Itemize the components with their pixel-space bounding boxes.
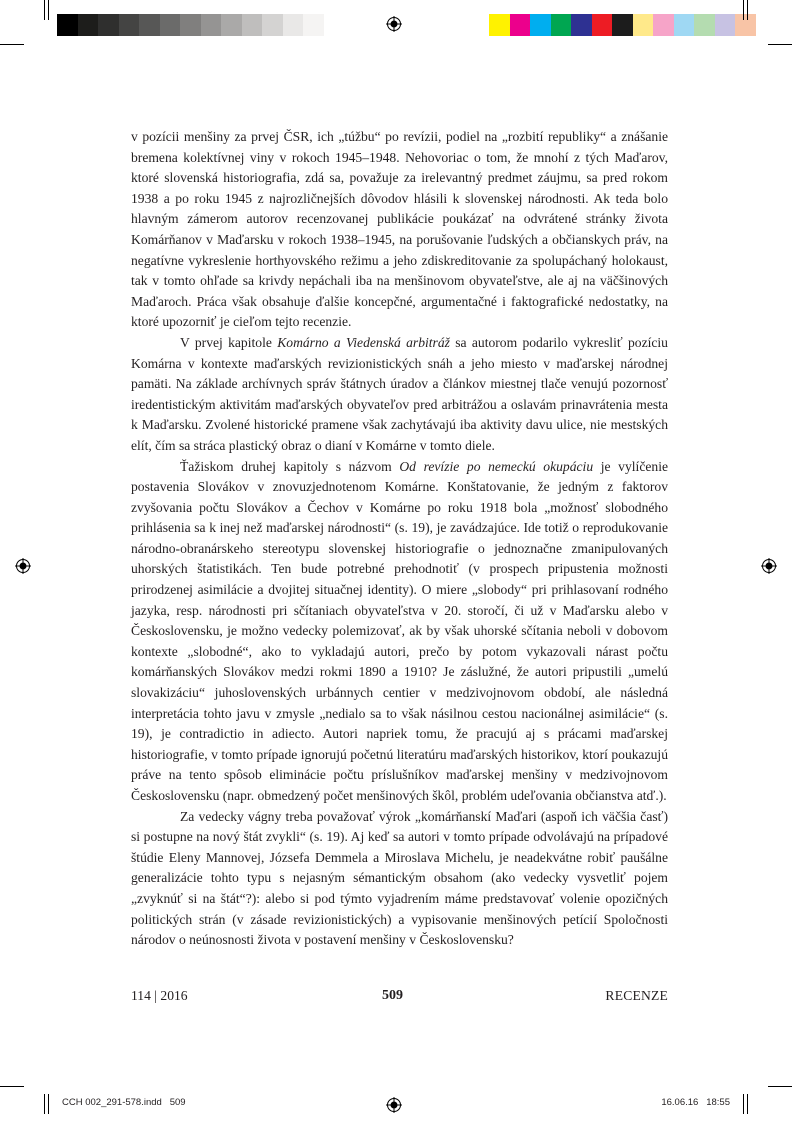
color-swatch [612, 14, 633, 36]
color-swatch [510, 14, 531, 36]
gray-swatch [262, 14, 283, 36]
color-swatch [674, 14, 695, 36]
crop-mark [768, 1086, 792, 1087]
color-swatch [592, 14, 613, 36]
slug-date-time: 16.06.16 18:55 [661, 1097, 730, 1108]
color-swatch [653, 14, 674, 36]
crop-mark [743, 0, 744, 20]
gray-swatch [119, 14, 140, 36]
paragraph [131, 457, 668, 807]
gray-swatch [242, 14, 263, 36]
issue-label: 114 | 2016 [131, 988, 188, 1003]
color-swatch [715, 14, 736, 36]
gray-swatch [160, 14, 181, 36]
crop-mark [0, 44, 24, 45]
paragraph [131, 807, 668, 951]
color-swatch [551, 14, 572, 36]
paragraph-text: V prvej kapitole [180, 334, 278, 350]
crop-mark [48, 0, 49, 20]
gray-swatch [303, 14, 324, 36]
color-calibration-bar [489, 14, 756, 36]
crop-mark [768, 44, 792, 45]
gray-swatch [221, 14, 242, 36]
gray-swatch [139, 14, 160, 36]
slug-file-name: CCH 002_291-578.indd 509 [62, 1097, 186, 1108]
paragraph-text: Za vedecky vágny treba považovať výrok „komárňanskí Maďari (aspoň ich väčšia časť) si postupne na nový štát zvykli“ (s. 19). Aj keď sa autori v tomto prípade odvolávajú na prípadové štúdie Eleny Mannovej, Józsefa Demmela a Miroslava Michelu, je neadekvátne robiť paušálne generalizácie tohto typu s nejasným sémantickým obsahom (ako vedecky vysvetliť pojem „zvyknúť si na štát“?): alebo si pod týmto vyjadrením máme predstavovať volenie opozičných politických strán (v zásade revizionistických) a vypisovanie menšinových petícií Spoločnosti národov o neúnosnosti života v postavení menšiny v Československu? [131, 808, 668, 948]
paragraph-text: Ťažiskom druhej kapitoly s názvom [180, 458, 400, 474]
crop-mark [747, 1094, 748, 1114]
section-label: RECENZE [605, 988, 668, 1003]
color-swatch [735, 14, 756, 36]
chapter-title-italic: Komárno a Viedenská arbitráž [277, 334, 450, 350]
registration-mark-icon [15, 558, 31, 574]
page-number: 509 [382, 988, 403, 1003]
crop-mark [44, 0, 45, 20]
gray-swatch [98, 14, 119, 36]
gray-swatch [283, 14, 304, 36]
paragraph-text: v pozícii menšiny za prvej ČSR, ich „túžbu“ po revízii, podiel na „rozbití republiky“ a znášanie bremena kolektívnej viny v rokoch 1945–1948. Nehovoriac o tom, že mnohí z tých Maďarov, ktoré slovenská historiografia, zdá sa, považuje za irelevantný predmet záujmu, sa pred rokom 1938 a po roku 1945 z najrozličnejších dôvodov hlásili k slovenskej národnosti. Ak teda bolo hlavným zámerom autorov recenzovanej publikácie poukázať na odvrátené stránky života Komárňanov v Maďarsku v rokoch 1938–1945, na porušovanie ľudských a občianskych práv, na negatívne vykreslenie horthyovského režimu a jeho zdiskreditovanie za spolupáchaný holokaust, tak v tomto ohľade sa krivdy nepáchali iba na menšinovom obyvateľstve, ale aj na väčšinových Maďaroch. Práca však obsahuje ďalšie koncepčné, argumentačné i faktografické nedostatky, na ktoré upozorniť je cieľom tejto recenzie. [131, 129, 668, 330]
registration-mark-icon [386, 16, 402, 32]
color-swatch [694, 14, 715, 36]
color-swatch [571, 14, 592, 36]
gray-swatch [57, 14, 78, 36]
color-swatch [633, 14, 654, 36]
crop-mark [747, 0, 748, 20]
paragraph [131, 127, 668, 333]
registration-mark-icon [386, 1097, 402, 1113]
color-swatch [530, 14, 551, 36]
color-swatch [489, 14, 510, 36]
registration-mark-icon [761, 558, 777, 574]
grayscale-calibration-bar [57, 14, 324, 36]
gray-swatch [78, 14, 99, 36]
crop-mark [743, 1094, 744, 1114]
crop-mark [0, 1086, 24, 1087]
article-body [131, 127, 668, 951]
paragraph [131, 333, 668, 457]
chapter-title-italic: Od revízie po nemeckú okupáciu [399, 458, 594, 474]
crop-mark [48, 1094, 49, 1114]
paragraph-text: je vylíčenie postavenia Slovákov v znovuzjednotenom Komárne. Konštatovanie, že jedným z faktorov zvyšovania počtu Slovákov a Čechov v Komárne po roku 1918 bola „možnosť slobodného prihlásenia sa k inej než maďarskej národnosti“ (s. 19), je zavádzajúce. Ide totiž o reprodukovanie národno-obranárskeho stereotypu slovenskej historiografie o jednoznačne zmanipulovaných uhorských štatistikách. Ten bude potrebné prehodnotiť (v prospech pripustenia možnosti prirodzenej asimilácie a dvojitej situačnej identity). O miere „slobody“ pri prihlasovaní rodného jazyka, resp. národnosti pri sčítaniach obyvateľstva v 20. storočí, či už v Maďarsku alebo v Československu, je možno vedecky polemizovať, ak by však uhorské sčítania neboli v dobovom kontexte „slobodné“, ako to vykladajú autori, prečo by potom vykazovali nárast počtu komárňanských Slovákov medzi rokmi 1890 a 1910? Je záslužné, že autori pripustili „umelú slovakizáciu“ juhoslovenských urbánnych centier v medzivojnovom období, ale následná interpretácia tohto javu v zmysle „nedialo sa to však násilnou cestou nacionálnej asimilácie“ (s. 19), je contradictio in adiecto. Autori napriek tomu, že pracujú aj s prácami maďarskej historiografie, v tomto prípade ignorujú početnú literatúru maďarských historikov, ktorí poukazujú práve na tento spôsob eliminácie počtu príslušníkov maďarskej menšiny v medzivojnovom Československu (napr. obmedzený počet menšinových škôl, problém udeľovania občianstva atď.). [131, 458, 668, 803]
gray-swatch [201, 14, 222, 36]
gray-swatch [180, 14, 201, 36]
crop-mark [44, 1094, 45, 1114]
paragraph-text: sa autorom podarilo vykresliť pozíciu Komárna v kontexte maďarských revizionistických snáh a jeho miesto v maďarskej národnej pamäti. Na základe archívnych správ štátnych úradov a článkov miestnej tlače venujú pozornosť iredentistickým aktivitám maďarských obyvateľov pred arbitrážou a oslavám prinavrátenia mesta k Maďarsku. Zvolené historické pramene však zachytávajú iba aktivity davu ulice, nie mestských elít, čím sa stráca plastický obraz o dianí v Komárne v tomto diele. [131, 334, 668, 453]
